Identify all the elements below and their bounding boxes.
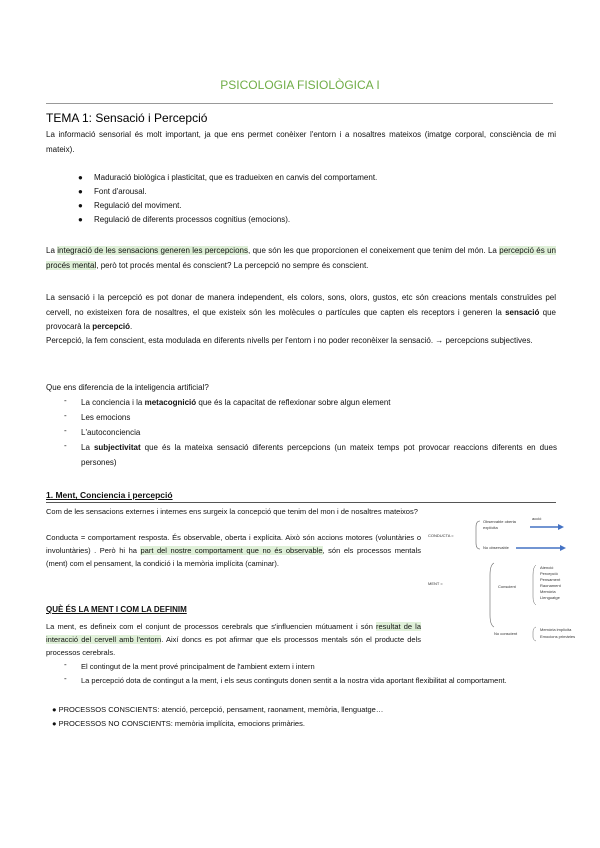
- brace-icon: [476, 521, 480, 549]
- sensation-paragraph: La sensació i la percepció es pot donar de manera independent, els colors, sons, olors, gustos, etc són creacions mentals construïdes pel cervell, no existeixen fora de nosaltres, el que existeix són les molècules o partícules que capten els receptors i generen la sensació que provocarà la percepció.: [46, 293, 556, 331]
- bullet-icon: ●: [78, 215, 83, 224]
- bullet-icon: ●: [52, 719, 57, 728]
- topic-heading: TEMA 1: Sensació i Percepció: [46, 111, 208, 125]
- bullet-icon: ●: [52, 705, 57, 714]
- document-title: PSICOLOGIA FISIOLÒGICA I: [220, 78, 380, 92]
- section-paragraph: Com de les sensacions externes i internes ens surgeix la concepció que tenim del mon i de nosaltres mateixos?: [46, 507, 418, 516]
- section-heading: 1. Ment, Conciencia i percepció: [46, 490, 173, 500]
- perception-paragraph: Percepció, la fem conscient, esta modulada en diferents nivells per l'entorn i no poder reconèixer la sensació. → percepcions subjectives.: [46, 336, 533, 345]
- brace-icon: [533, 627, 536, 641]
- list-item: ● Regulació de diferents processos cognitius (emocions).: [0, 213, 600, 227]
- integration-paragraph: La integració de les sensacions generen les percepcions, que són les que proporcionen el coneixement que tenim del món. La percepció és un procés mental, però tot procés mental és conscient? La percepció no sempre és conscient.: [46, 246, 557, 270]
- brace-icon: [533, 565, 536, 605]
- highlight: integració de les sensacions generen les percepcions: [57, 246, 248, 255]
- list-item: ● Font d'arousal.: [0, 185, 600, 199]
- section-divider: [46, 502, 556, 503]
- intro-paragraph: La informació sensorial és molt important, ja que ens permet conèixer l'entorn i a nosaltres mateixos (imatge corporal, consciència de mi mateix).: [46, 130, 556, 154]
- ai-question: Que ens diferencia de la inteligencia artificial?: [46, 383, 209, 392]
- subheading: QUÈ ÉS LA MENT I COM LA DEFINIM: [46, 605, 187, 614]
- highlight: part del nostre comportament que no és observable: [140, 546, 323, 555]
- list-item: ● PROCESSOS CONSCIENTS: atenció, percepció, pensament, raonament, memòria, llenguatge…: [52, 705, 384, 714]
- arrow-head-icon: [558, 524, 564, 530]
- mind-paragraph: La ment, es defineix com el conjunt de processos cerebrals que s'influencien mútuament i són resultat de la interacció del cervell amb l'entorn. Així doncs es pot afirmar que els processos mentals són el producte dels processos cerebrals.: [46, 622, 421, 657]
- arrow-head-icon: [560, 545, 566, 551]
- highlight: percepció és un procés mental: [46, 246, 557, 270]
- list-item: ● Maduració biològica i plasticitat, que es tradueixen en canvis del comportament.: [0, 171, 600, 185]
- brace-icon: [490, 563, 494, 627]
- bullet-icon: ●: [78, 201, 83, 210]
- list-item: ● Regulació del moviment.: [0, 199, 600, 213]
- list-item: ● PROCESSOS NO CONSCIENTS: memòria implícita, emocions primàries.: [52, 719, 305, 728]
- bullet-icon: ●: [78, 173, 83, 182]
- conduct-paragraph: Conducta = comportament resposta. És observable, oberta i explícita. Això són accions motores (voluntàries o involuntàries) . Però hi ha part del nostre comportament que no és observable, són els processos mentals (ment) com el pensament, la condició i la memòria implícita (caminar).: [46, 533, 421, 568]
- mind-conduct-diagram: CONDUCTA = Observable oberta explícita acció No observable MENT = Conscient Atenció Percepció Pensament Raonament Memòria Llenguatge No conscient Memòria implícita Emocions primàries: [428, 515, 568, 655]
- highlight: resultat de la interacció del cervell amb l'entorn: [46, 622, 421, 644]
- title-divider: [46, 103, 553, 104]
- bullet-icon: ●: [78, 187, 83, 196]
